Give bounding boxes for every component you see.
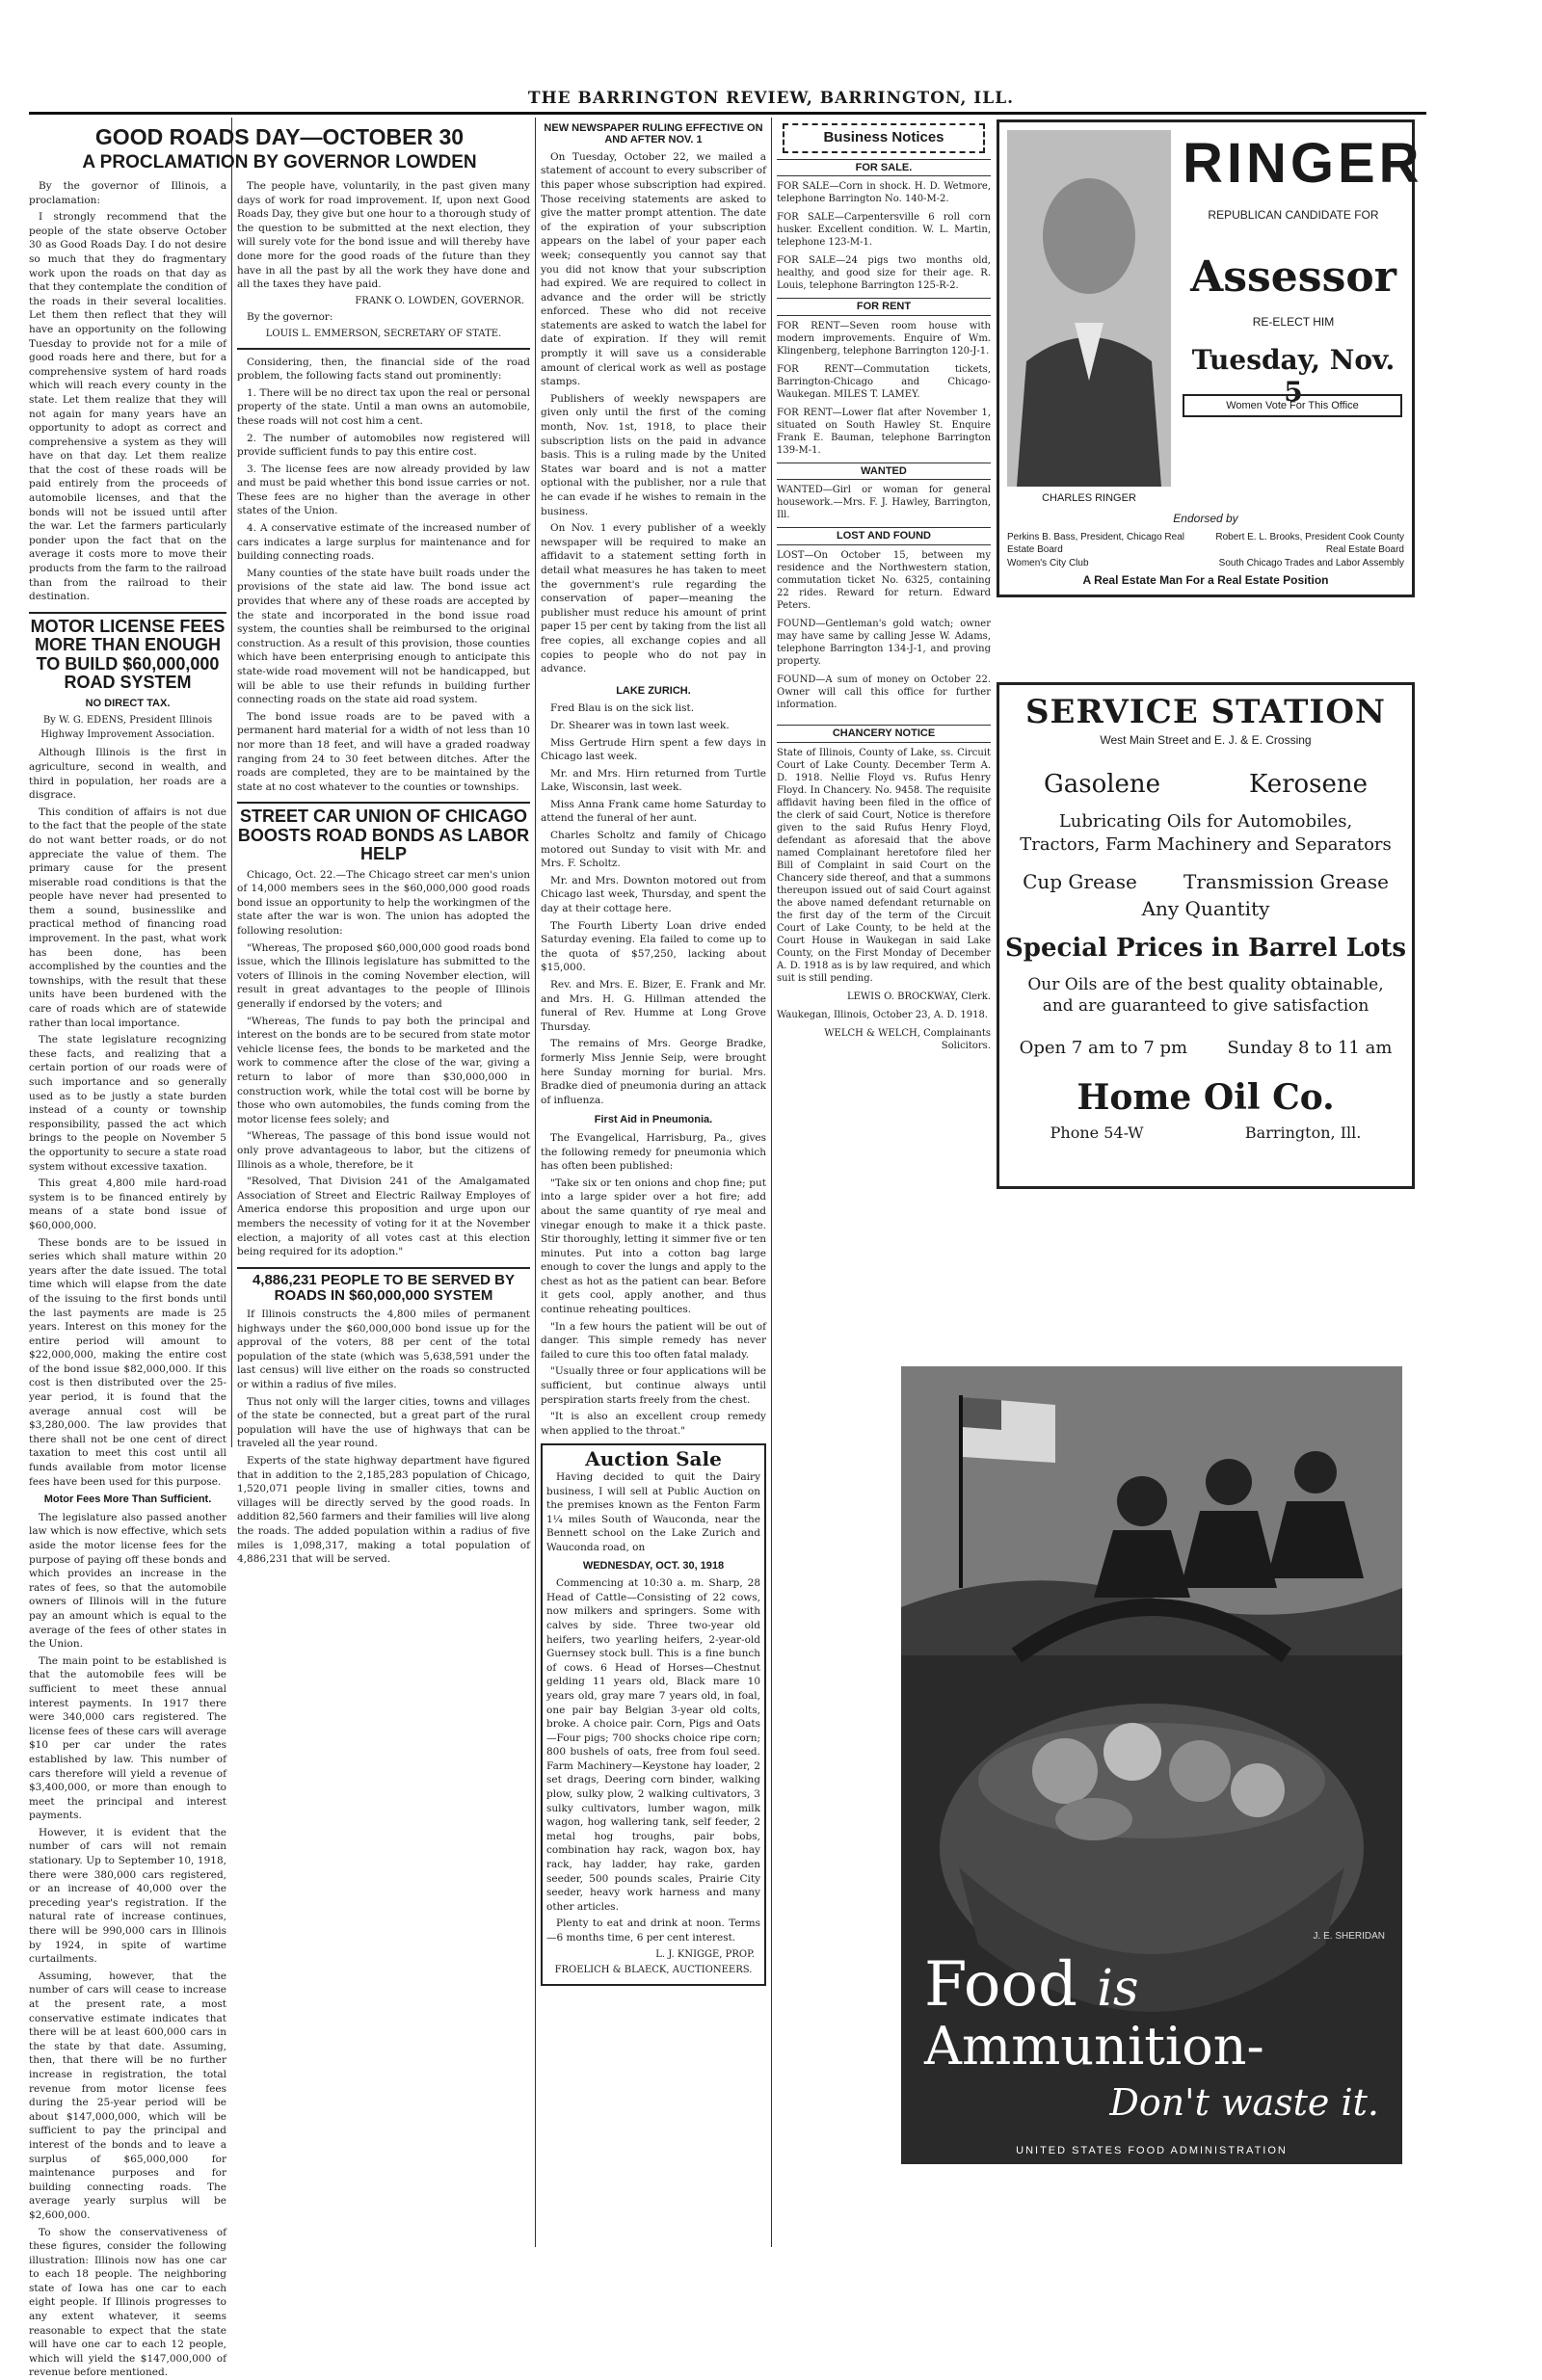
ringer-line1: REPUBLICAN CANDIDATE FOR bbox=[1183, 207, 1404, 223]
column-4 bbox=[777, 119, 991, 1334]
street-car-p2: "Whereas, The proposed $60,000,000 good roads bond issue, which the Illinois legislature has submitted to the voters of Illinois in the coming November election, will result in great advantages to the people of Illinois generally if endorsed by the voters; and bbox=[237, 941, 530, 1012]
for-rent-item: FOR RENT—Lower flat after November 1, situated on South Hawley St. Enquire Frank E. Bauman, telephone Barrington 139-M-1. bbox=[777, 407, 991, 457]
company-town: Barrington, Ill. bbox=[1245, 1124, 1361, 1142]
ruling-p1: On Tuesday, October 22, we mailed a statement of account to every subscriber of this paper whose subscription had expired. Those receiving statements are asked to give the matter prompt attention. The date of the expiration of your subscription appears on the label of your paper each week; consequently you cannot say that you did not know that your subscription had expired. We are required to collect in advance and the order will be strictly enforced. These who did not receive statements are asked to watch the label for date of expiration. If they will remit promptly it will save us a considerable amount of clerical work as well as postage stamps. bbox=[541, 150, 766, 389]
company-phone: Phone 54-W bbox=[1050, 1124, 1144, 1142]
weekday-hours: Open 7 am to 7 pm bbox=[1020, 1038, 1188, 1058]
for-sale-heading: FOR SALE. bbox=[777, 159, 991, 177]
secretary-signature: LOUIS L. EMMERSON, SECRETARY OF STATE. bbox=[243, 328, 524, 342]
divider bbox=[237, 348, 530, 350]
motor-fact-2: 2. The number of automobiles now registered will provide sufficient funds to pay this entire cost. bbox=[237, 432, 530, 460]
motor-fact-3: 3. The license fees are now already provided by law and must be paid whether this bond issue carries or not. These fees are no higher than the average in other states of the Union. bbox=[237, 463, 530, 518]
grease-row bbox=[999, 870, 1412, 893]
people-p3: Experts of the state highway department have figured that in addition to the 2,185,283 population of Chicago, 1,520,071 people living in smaller cities, towns and villages will be directly served by the good roads. In addition 82,560 farmers and their families will live along the roads. The added population within a radius of five miles is 1,098,317, making a total population of 4,886,231 that will be served. bbox=[237, 1454, 530, 1567]
company-name: Home Oil Co. bbox=[999, 1077, 1412, 1118]
motor-fact-1: 1. There will be no direct tax upon the real or personal property of the state. Until a man owns an automobile, these roads will not cost him a cent. bbox=[237, 386, 530, 429]
cup-grease: Cup Grease bbox=[1023, 870, 1137, 893]
lake-zurich-item: Fred Blau is on the sick list. bbox=[541, 701, 766, 716]
motor-p2: This condition of affairs is not due to the fact that the people of the state do not want better roads, or do not appreciate the value of them. The primary cause for the present miserable road conditions is that the people have never had presented to them a sound, businesslike and practical method of financing road improvement. In the past, what work has been done, has been accomplished by the counties and the townships, with the result that these units have been burdened with the care of roads which are of statewide rather than local importance. bbox=[29, 806, 226, 1031]
poster-agency: UNITED STATES FOOD ADMINISTRATION bbox=[901, 2145, 1402, 2156]
motor-p11: Considering, then, the financial side of the road problem, the following facts stand out prominently: bbox=[237, 356, 530, 383]
ringer-endorser: Perkins B. Bass, President, Chicago Real Estate Board bbox=[1007, 531, 1200, 556]
chancery-heading: CHANCERY NOTICE bbox=[777, 725, 991, 743]
lake-zurich-item: Mr. and Mrs. Downton motored out from Chicago last week, Thursday, and spent the day at their cottage here. bbox=[541, 874, 766, 916]
lost-found-item: FOUND—Gentleman's gold watch; owner may have same by calling Jesse W. Adams, telephone Barrington 134-J-1, and proving property. bbox=[777, 618, 991, 668]
motor-p1: Although Illinois is the first in agriculture, second in wealth, and third in population, her roads are a disgrace. bbox=[29, 746, 226, 802]
ringer-reelect: RE-ELECT HIM bbox=[1183, 315, 1404, 329]
first-aid-p2: "Take six or ten onions and chop fine; put into a large spider over a hot fire; add about the same quantity of rye meal and vinegar enough to make it a thick paste. Stir thoroughly, letting it simmer five or ten minutes. Put into a cotton bag large enough to cover the lungs and apply to the chest as hot as the patient can bear. Before it gets cool, apply another, and thus continue reheating poultices. bbox=[541, 1177, 766, 1317]
motor-p4: This great 4,800 mile hard-road system is to be financed entirely by means of a state bond issue of $60,000,000. bbox=[29, 1177, 226, 1232]
motor-byline: By W. G. EDENS, President Illinois Highway Improvement Association. bbox=[29, 714, 226, 742]
street-car-p5: "Resolved, That Division 241 of the Amalgamated Association of Street and Electric Railway Employes of America endorse this proposition and urge upon our members the necessity of voting for it at the November election, a majority of all votes cast at this election being required for its adoption." bbox=[237, 1175, 530, 1259]
ringer-caption: CHARLES RINGER bbox=[1007, 492, 1171, 504]
motor-p10: To show the conservativeness of these figures, consider the following illustration: Illinois now has one car to each 18 people. The neighboring state of Iowa has one car to each eight people. If Illinois progresses to any extent whatever, it seems reasonable to expect that the state will have one car to each 12 people, which will yield the $147,000,000 of revenue before mentioned. bbox=[29, 2226, 226, 2380]
chancery-solicitors: WELCH & WELCH, Complainants Solicitors. bbox=[777, 1027, 991, 1052]
masthead: THE BARRINGTON REVIEW, BARRINGTON, ILL. bbox=[0, 89, 1542, 108]
chancery-place: Waukegan, Illinois, October 23, A. D. 1918. bbox=[777, 1009, 991, 1021]
chancery-text: State of Illinois, County of Lake, ss. Circuit Court of Lake County. December Term A. D. 1918. Nellie Floyd vs. Rufus Henry Floyd. In Chancery. No. 9458. The requisite affidavit having been filed in the office of the clerk of said Court, Notice is therefore given to the said Rufus Henry Floyd, defendant as aforesaid that the above named Complainant heretofore filed her Bill of Complaint in said Court on the Chancery side thereof, and that a summons thereupon issued out of said Court against the above named defendant returnable on the first day of the term of the Circuit Court of Lake County, to be held at the Court House in Waukegan in said Lake County, on the First Monday of December A. D. 1918 as is by law required, and which suit is still pending. bbox=[777, 747, 991, 985]
wanted-item: WANTED—Girl or woman for general housework.—Mrs. F. J. Hawley, Barrington, Ill. bbox=[777, 484, 991, 521]
motor-fact-4: 4. A conservative estimate of the increased number of cars indicates a large surplus for maintenance and for building connecting roads. bbox=[237, 521, 530, 564]
lake-zurich-heading: LAKE ZURICH. bbox=[541, 684, 766, 699]
auction-title: Auction Sale bbox=[546, 1449, 760, 1470]
lake-zurich-item: Dr. Shearer was in town last week. bbox=[541, 719, 766, 733]
first-aid-p4: "Usually three or four applications will be sufficient, but continue always until perspiration starts freely from the chest. bbox=[541, 1364, 766, 1407]
lake-zurich-item: Rev. and Mrs. E. Bizer, E. Frank and Mr. and Mrs. H. G. Hillman attended the funeral of Rev. Humme at Long Grove Thursday. bbox=[541, 978, 766, 1034]
divider bbox=[237, 1267, 530, 1269]
transmission-grease: Transmission Grease bbox=[1183, 870, 1389, 893]
auction-date: WEDNESDAY, OCT. 30, 1918 bbox=[546, 1559, 760, 1573]
column-rule bbox=[231, 118, 232, 1447]
fuel-row bbox=[999, 770, 1412, 799]
lost-found-heading: LOST AND FOUND bbox=[777, 527, 991, 545]
food-poster bbox=[901, 1366, 1402, 2164]
auction-box bbox=[541, 1443, 766, 1985]
auction-p3: Plenty to eat and drink at noon. Terms—6 months time, 6 per cent interest. bbox=[546, 1917, 760, 1944]
first-aid-p3: "In a few hours the patient will be out of danger. This simple remedy has never failed to cure this too often fatal malady. bbox=[541, 1320, 766, 1362]
chancery-clerk: LEWIS O. BROCKWAY, Clerk. bbox=[777, 991, 991, 1003]
service-address: West Main Street and E. J. & E. Crossing bbox=[999, 733, 1412, 747]
contact-row bbox=[999, 1124, 1412, 1142]
motor-headline: MOTOR LICENSE FEES MORE THAN ENOUGH TO BUILD $60,000,000 ROAD SYSTEM bbox=[29, 618, 226, 693]
ringer-ad bbox=[997, 119, 1415, 597]
motor-sub2: Motor Fees More Than Sufficient. bbox=[29, 1493, 226, 1507]
street-car-p4: "Whereas, The passage of this bond issue would not only prove advantageous to labor, but the citizens of Illinois as a whole, therefore, be it bbox=[237, 1129, 530, 1172]
column-rule bbox=[535, 118, 536, 2247]
masthead-rule bbox=[29, 112, 1426, 115]
ringer-endorser: Robert E. L. Brooks, President Cook County Real Estate Board bbox=[1211, 531, 1404, 556]
ringer-endorser: Women's City Club bbox=[1007, 558, 1200, 569]
lake-zurich-item: Mr. and Mrs. Hirn returned from Turtle Lake, Wisconsin, last week. bbox=[541, 767, 766, 795]
ringer-date: Tuesday, Nov. 5 bbox=[1183, 344, 1404, 408]
motor-rule bbox=[29, 612, 226, 614]
ringer-footer: A Real Estate Man For a Real Estate Position bbox=[1007, 573, 1404, 587]
hours-row bbox=[999, 1038, 1412, 1058]
motor-p3: The state legislature recognizing these facts, and realizing that a certain portion of our roads were of such importance and so generally used as to be justly a state burden instead of a county or township responsibility, passed the act which brings to the people on November 5 the opportunity to secure a state road system without excessive taxation. bbox=[29, 1033, 226, 1174]
people-p2: Thus not only will the larger cities, towns and villages of the state be connected, but a great part of the rural population will have the use of highways that can be traveled all the year round. bbox=[237, 1395, 530, 1451]
for-rent-item: FOR RENT—Commutation tickets, Barrington-Chicago and Chicago-Waukegan. MILES T. LAMEY. bbox=[777, 363, 991, 401]
auction-sign: L. J. KNIGGE, PROP. bbox=[552, 1948, 755, 1963]
for-rent-heading: FOR RENT bbox=[777, 298, 991, 316]
column-3 bbox=[541, 119, 766, 2249]
for-sale-item: FOR SALE—Corn in shock. H. D. Wetmore, telephone Barrington No. 140-M-2. bbox=[777, 180, 991, 205]
poster-is: is bbox=[1097, 1960, 1138, 2018]
ruling-p2: Publishers of weekly newspapers are given only until the first of the coming month, Nov. 1st, 1918, to place their subscription lists on the paid in advance basis. This is a ruling made by the United States war board and is not a matter optional with the publisher, nor a rule that he can evade if he wishes to remain in the business. bbox=[541, 392, 766, 518]
special-prices: Special Prices in Barrel Lots bbox=[999, 934, 1412, 963]
sunday-hours: Sunday 8 to 11 am bbox=[1227, 1038, 1392, 1058]
divider bbox=[237, 802, 530, 804]
motor-p9: Assuming, however, that the number of cars will cease to increase at the present rate, a most conservative estimate indicates that there will be at least 600,000 cars in the state by that date. Assuming, then, that there will be no further increase in registration, the total revenue from motor license fees during the 25-year period will be about $147,000,000, which will be sufficient to pay the principal and interest of the bonds and to leave a surplus of $65,000,000 for maintenance purposes and for building connecting roads. The average yearly surplus will be $2,600,000. bbox=[29, 1970, 226, 2223]
motor-p8: However, it is evident that the number of cars will not remain stationary. Up to September 10, 1918, there were 380,000 cars registered, or an increase of 40,000 over the preceding year's registration. If the natural rate of increase continues, there will be 990,000 cars in Illinois by 1924, in spite of wartime curtailments. bbox=[29, 1826, 226, 1967]
first-aid-p5: "It is also an excellent croup remedy when applied to the throat." bbox=[541, 1410, 766, 1438]
lake-zurich-item: The remains of Mrs. George Bradke, formerly Miss Jennie Seip, were brought here Sunday morning for burial. Mrs. Bradke died of pneumonia during an attack of influenza. bbox=[541, 1037, 766, 1107]
ringer-women: Women Vote For This Office bbox=[1183, 394, 1402, 417]
poster-artist: J. E. SHERIDAN bbox=[1314, 1931, 1385, 1942]
ruling-headline: NEW NEWSPAPER RULING EFFECTIVE ON AND AFTER NOV. 1 bbox=[541, 123, 766, 146]
lake-zurich-item: The Fourth Liberty Loan drive ended Saturday evening. Ela failed to come up to the quota of $57,250, lacking about $15,000. bbox=[541, 919, 766, 975]
oil-quality: Our Oils are of the best quality obtainable, and are guaranteed to give satisfaction bbox=[1023, 974, 1389, 1017]
motor-subhead: NO DIRECT TAX. bbox=[29, 697, 226, 711]
first-aid-p1: The Evangelical, Harrisburg, Pa., gives the following remedy for pneumonia which has often been published: bbox=[541, 1131, 766, 1174]
poster-line-1 bbox=[924, 1954, 1139, 2020]
auction-auctioneers: FROELICH & BLAECK, AUCTIONEERS. bbox=[552, 1964, 755, 1978]
wanted-heading: WANTED bbox=[777, 463, 991, 481]
by-governor: By the governor: bbox=[237, 310, 530, 325]
good-roads-subtitle: A PROCLAMATION BY GOVERNOR LOWDEN bbox=[29, 153, 530, 173]
street-car-p1: Chicago, Oct. 22.—The Chicago street car men's union of 14,000 members sees in the $60,000,000 good roads bond issue an opportunity to help the workingmen of the state after the war is won. The union has adopted the following resolution: bbox=[237, 868, 530, 939]
people-headline: 4,886,231 PEOPLE TO BE SERVED BY ROADS IN $60,000,000 SYSTEM bbox=[237, 1273, 530, 1304]
for-sale-item: FOR SALE—24 pigs two months old, healthy, and good size for their age. R. Louis, telephone Barrington 125-R-2. bbox=[777, 254, 991, 292]
lubricating-oils: Lubricating Oils for Automobiles, Tractors, Farm Machinery and Separators bbox=[1019, 810, 1393, 857]
column-1 bbox=[29, 179, 226, 2251]
ringer-office: Assessor bbox=[1183, 252, 1404, 302]
lake-zurich-item: Charles Scholtz and family of Chicago motored out Sunday to visit with Mr. and Mrs. F. Scholtz. bbox=[541, 829, 766, 871]
poster-line-3: Don't waste it. bbox=[1109, 2081, 1379, 2124]
motor-p6: The legislature also passed another law which is now effective, which sets aside the motor license fees for the purpose of paying off these bonds and which provides an increase in the rates of fees, so that the automobile owners of Illinois will in the future pay an amount which is equal to the average of the fees of other states in the Union. bbox=[29, 1511, 226, 1652]
column-2 bbox=[237, 179, 530, 2251]
service-station-ad bbox=[997, 682, 1415, 1189]
motor-p12: Many counties of the state have built roads under the provisions of the state aid law. The bond issue act provides that where any of these roads are accepted by the state and incorporated in the bond issue road system, the counties shall be reimbursed to the original construction. As a result of this provision, those counties which have been enterprising enough to anticipate this state-wide road movement will not be handicapped, but will be able to use their refunds in building further connecting roads on the state aid road system. bbox=[237, 567, 530, 707]
column-rule bbox=[771, 118, 772, 2247]
auction-p1: Having decided to quit the Dairy business, I will sell at Public Auction on the premises known as the Fenton Farm 1¼ miles South of Wauconda, near the Bennett school on the Lake Zurich and Wauconda road, on bbox=[546, 1470, 760, 1555]
poster-food: Food bbox=[924, 1949, 1077, 2021]
business-notices-title: Business Notices bbox=[783, 123, 985, 153]
poster-line-2: Ammunition- bbox=[924, 2018, 1264, 2076]
service-title: SERVICE STATION bbox=[999, 693, 1412, 731]
auction-p2: Commencing at 10:30 a. m. Sharp, 28 Head of Cattle—Consisting of 22 cows, now milkers and springers. Some with calves by side. Three two-year old heifers, two yearling heifers, 2-year-old Guernsey stock bull. This is a fine bunch of cows. 6 Head of Horses—Chestnut gelding 11 years old, Black mare 10 years old, gray mare 7 years old, in foal, one pair bay Belgian 3-year old colts, broke. A choice pair. Corn, Pigs and Oats—Four pigs; 700 shocks choice ripe corn; 800 bushels of oats, free from foul seed. Farm Machinery—Keystone hay loader, 2 set drags, Deering corn binder, walking plow, sulky plow, 2 walking cultivators, 3 sulky cultivators, lumber wagon, milk wagon, hog wallering tank, self feeder, 2 metal hog troughs, pair bobs, combination hay rack, wagon box, hay rack, hay ladder, hay rake, garden seeder, 500 pounds scales, Prairie City seeder, heavy work harness and many other articles. bbox=[546, 1576, 760, 1914]
lake-zurich-item: Miss Gertrude Hirn spent a few days in Chicago last week. bbox=[541, 736, 766, 764]
for-rent-item: FOR RENT—Seven room house with modern improvements. Enquire of Wm. Klingenberg, telephone Barrington 120-J-1. bbox=[777, 320, 991, 357]
first-aid-heading: First Aid in Pneumonia. bbox=[541, 1113, 766, 1127]
proclamation-text-2: The people have, voluntarily, in the past given many days of work for road improvement. If, upon next Good Roads Day, they give but one hour to a thorough study of the question to be submitted at the next election, they will surely vote for the bond issue and will thereby have done more for the good roads of the future than they have in all the past by all the work they have done and all the taxes they have paid. bbox=[237, 179, 530, 292]
lake-zurich-item: Miss Anna Frank came home Saturday to attend the funeral of her aunt. bbox=[541, 798, 766, 826]
proclamation-intro: By the governor of Illinois, a proclamation: bbox=[29, 179, 226, 207]
proclamation-text-1: I strongly recommend that the people of the state observe October 30 as Good Roads Day. I do not desire so much that they do fragmentary work upon the roads on that day as that they contemplate the condition of the roads in their several localities. Let them then reflect that they will have an opportunity on the following Tuesday to provide not for a mile of good roads here and there, but for a comprehensive system of hard roads which will reach every county in the state. Let them realize that they will not again for many years have an opportunity to adopt as correct and comprehensive a system as they will have on that day. Let them realize that the cost of these roads will be paid entirely from the proceeds of automobile licenses, and that the bonds will not be issued until after the war. Let the farmers particularly ponder upon the fact that on the average it costs more to move their products from the farm to the railroad than from the railroad to their destination. bbox=[29, 210, 226, 604]
people-p1: If Illinois constructs the 4,800 miles of permanent highways under the $60,000,000 bond issue up for the approval of the voters, 88 per cent of the total population of the state (which was 5,638,591 under the last census) will live either on the roads so constructed or within a radius of five miles. bbox=[237, 1308, 530, 1392]
ringer-endorser: South Chicago Trades and Labor Assembly bbox=[1192, 558, 1404, 569]
ringer-portrait bbox=[1007, 130, 1171, 487]
street-car-headline: STREET CAR UNION OF CHICAGO BOOSTS ROAD BONDS AS LABOR HELP bbox=[237, 807, 530, 863]
kerosene-label: Kerosene bbox=[1249, 770, 1368, 799]
motor-p7: The main point to be established is that the automobile fees will be sufficient to meet these annual interest payments. In 1917 there were 340,000 cars registered. The license fees of these cars will average $10 per car under the rates established by law. This number of cars therefore will yield a revenue of $3,400,000, or more than enough to meet the principal and interest payments. bbox=[29, 1654, 226, 1823]
ringer-endorsed: Endorsed by bbox=[1007, 512, 1404, 525]
for-sale-item: FOR SALE—Carpentersville 6 roll corn husker. Excellent condition. W. L. Martin, telephone 123-M-1. bbox=[777, 211, 991, 249]
motor-p5: These bonds are to be issued in series which shall mature within 20 years after the date issued. The total time which will elapse from the date of the issuing to the first bonds until the last payments are made is 25 years. Interest on this money for the entire period will amount to $22,000,000, making the entire cost of the bond issue $82,000,000. If this cost is then distributed over the 25-year period, it is found that the average annual cost will be $3,280,000. The law provides that there shall not be one cent of direct taxation to meet this cost until all funds available from motor license fees have been used for this purpose. bbox=[29, 1236, 226, 1490]
any-quantity: Any Quantity bbox=[999, 897, 1412, 920]
good-roads-header bbox=[29, 119, 530, 172]
gasolene-label: Gasolene bbox=[1044, 770, 1160, 799]
good-roads-title: GOOD ROADS DAY—OCTOBER 30 bbox=[29, 125, 530, 149]
street-car-p3: "Whereas, The funds to pay both the principal and interest on the bonds are to be secured from state motor vehicle license fees, the bonds to be marketed and the work to commence after the close of the war, giving a return to labor of more than $30,000,000 in construction work, while the total cost will be borne by those who own automobiles, the funds coming from the motor license fees solely; and bbox=[237, 1015, 530, 1127]
lost-found-item: FOUND—A sum of money on October 22. Owner will call this office for further information. bbox=[777, 674, 991, 711]
ringer-name: RINGER bbox=[1183, 130, 1404, 198]
ruling-p3: On Nov. 1 every publisher of a weekly newspaper will be required to make an affidavit to a statement setting forth in detail what measures he has taken to meet the government's rule regarding the conservation of paper—meaning the publisher must reduce his amount of print paper 15 per cent by taking from the list all free copies, all exchange copies and all copies to people who do not pay in advance. bbox=[541, 521, 766, 676]
governor-signature: FRANK O. LOWDEN, GOVERNOR. bbox=[243, 295, 524, 309]
motor-p13: The bond issue roads are to be paved with a permanent hard material for a width of not less than 10 nor more than 18 feet, and will have a graded roadway ranging from 24 to 30 feet between ditches. After the roads are completed, they are to be maintained by the state at no cost whatever to the counties or townships. bbox=[237, 710, 530, 795]
lost-found-item: LOST—On October 15, between my residence and the Northwestern station, commutation ticket No. 6325, containing 22 rides. Reward for return. Edward Peters. bbox=[777, 549, 991, 612]
